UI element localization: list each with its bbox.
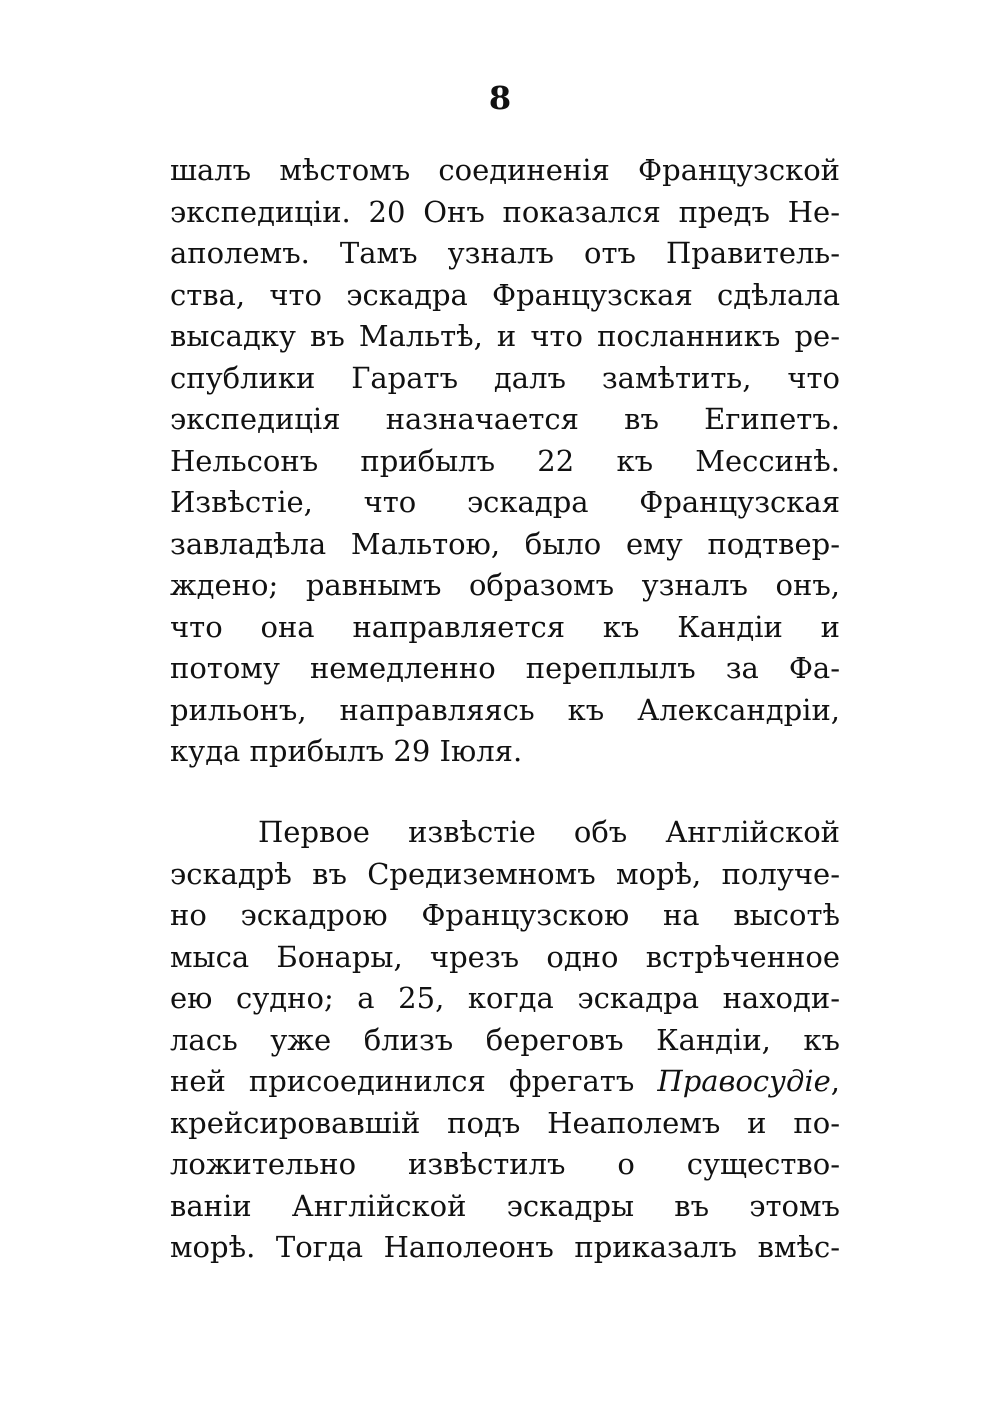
text-line: рильонъ, направляясь къ Александріи,	[170, 692, 840, 727]
text-line: мыса Бонары, чрезъ одно встрѣченное	[170, 939, 840, 974]
text-line: ложительно извѣстилъ о существо-	[170, 1147, 840, 1181]
text-line: спублики Гаратъ далъ замѣтить, что	[170, 360, 840, 395]
text-line: но эскадрою Французскою на высотѣ	[170, 898, 840, 932]
text-line: потому немедленно переплылъ за Фа-	[170, 651, 840, 685]
text-line: шалъ мѣстомъ соединенія Французской	[170, 153, 840, 187]
text-line: ждено; равнымъ образомъ узналъ онъ,	[170, 568, 840, 602]
paragraph-2	[170, 812, 840, 1269]
text-line: завладѣла Мальтою, было ему подтвер-	[170, 526, 840, 561]
text-line: лась уже близъ береговъ Кандіи, къ	[170, 1022, 840, 1057]
text-line: высадку въ Мальтѣ, и что посланникъ ре-	[170, 319, 840, 353]
text-line: Нельсонъ прибылъ 22 къ Мессинѣ.	[170, 443, 840, 478]
text-line: ею судно; а 25, когда эскадра находи-	[170, 981, 840, 1015]
text-line: что она направляется къ Кандіи и	[170, 609, 840, 644]
ship-name: Правосудіе	[657, 1064, 831, 1098]
text-line: экспедиціи. 20 Онъ показался предъ Не-	[170, 194, 840, 229]
text-line: Первое извѣстіе объ Англійской	[258, 815, 840, 849]
paragraph-1	[170, 150, 840, 773]
text-line: эскадрѣ въ Средиземномъ морѣ, получе-	[170, 856, 840, 891]
text-line	[170, 1061, 840, 1103]
page-number: 8	[488, 79, 512, 117]
text-line: ваніи Англійской эскадры въ этомъ	[170, 1188, 840, 1223]
text-line: Извѣстіе, что эскадра Французская	[170, 485, 840, 519]
text-line: экспедиція назначается въ Египетъ.	[170, 402, 840, 436]
text-line: морѣ. Тогда Наполеонъ приказалъ вмѣс-	[170, 1230, 840, 1264]
text-segment: ,	[830, 1064, 840, 1098]
text-line: куда прибылъ 29 Іюля.	[170, 734, 523, 768]
text-line: крейсировавшій подъ Неаполемъ и по-	[170, 1105, 840, 1140]
text-line: ства, что эскадра Французская сдѣлала	[170, 277, 840, 312]
text-segment: ней присоединился фрегатъ	[170, 1064, 658, 1098]
text-line: аполемъ. Тамъ узналъ отъ Правитель-	[170, 236, 840, 270]
